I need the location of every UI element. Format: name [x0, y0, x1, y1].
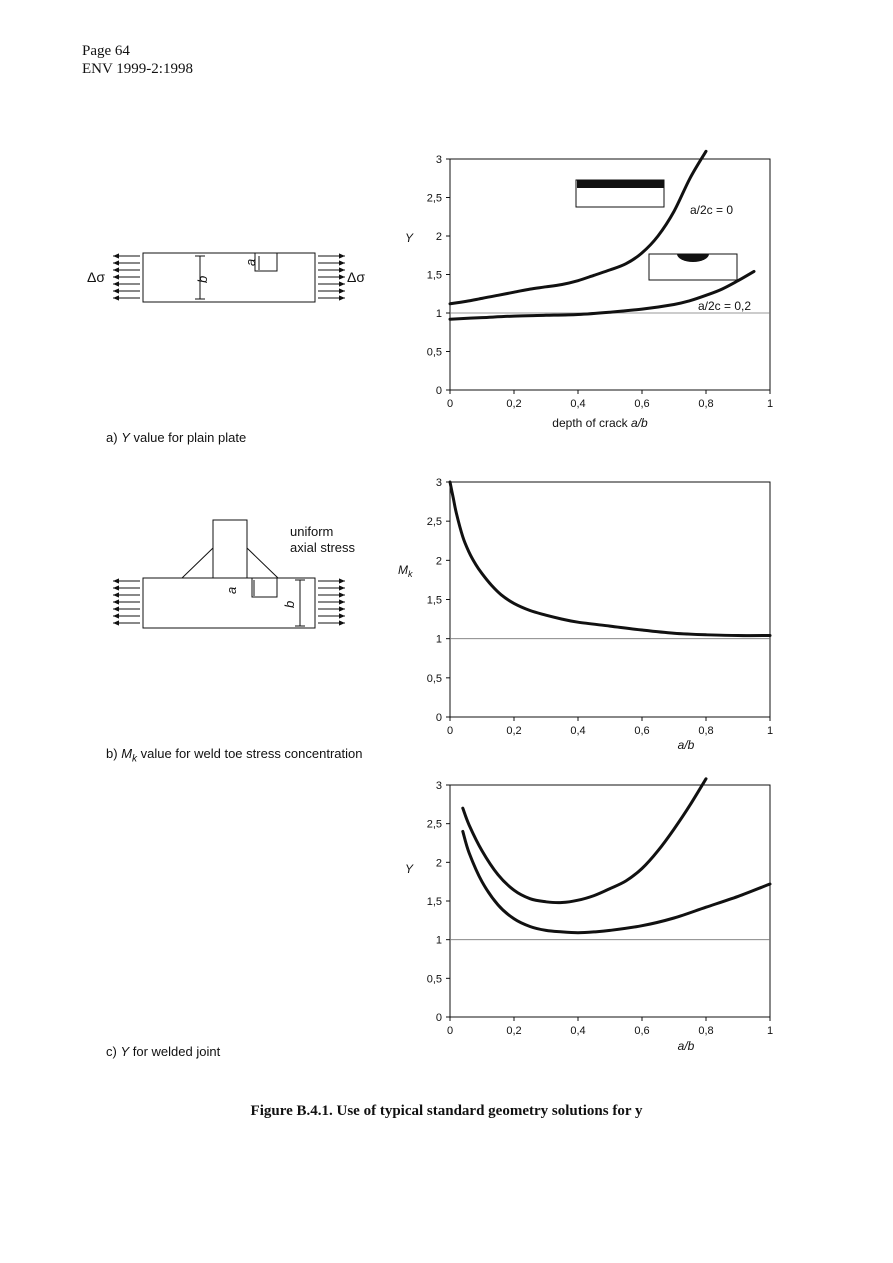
- chart-b-weld-toe: [398, 477, 773, 752]
- y-tick-label: 3: [435, 477, 442, 489]
- crack-label-a: a: [224, 586, 239, 594]
- x-tick-label: 1: [766, 725, 774, 737]
- y-axis-label: $M_k$: [398, 563, 413, 579]
- weld-right: [247, 548, 278, 578]
- x-tick-label: 0: [446, 725, 454, 737]
- y-tick-label: 3: [435, 780, 442, 792]
- y-tick-label: 1,5: [426, 896, 442, 908]
- standard-reference: ENV 1999-2:1998: [82, 61, 193, 77]
- x-axis-label: depth of crack a/b: [552, 416, 648, 430]
- series-label-1: a/2c = 0,2: [698, 299, 752, 313]
- y-tick-label: 0,5: [426, 973, 442, 986]
- plot-frame: [450, 482, 770, 717]
- weld-left: [182, 548, 213, 578]
- delta-sigma-right: Δσ: [347, 269, 365, 285]
- left-stress-arrows: [113, 256, 140, 298]
- y-tick-label: 0: [435, 712, 442, 724]
- y-tick-label: 1: [435, 934, 442, 947]
- y-tick-label: 1,5: [426, 594, 442, 607]
- chart-a-plain-plate: [405, 151, 773, 430]
- caption-b: b) $M_k$ value for weld toe stress concentration: [106, 746, 363, 765]
- sketch-plain-plate: [87, 253, 365, 302]
- x-tick-label: 0,2: [506, 1025, 522, 1037]
- x-tick-label: 0,6: [634, 725, 650, 737]
- x-tick-label: 0,2: [506, 398, 522, 410]
- series-line-0: [450, 151, 706, 303]
- x-tick-label: 1: [766, 398, 774, 410]
- series-label-0: a/2c = 0: [690, 203, 734, 217]
- label-uniform: uniform: [290, 524, 334, 539]
- y-tick-label: 0,5: [426, 346, 442, 359]
- y-axis-label: Y: [405, 862, 414, 876]
- x-tick-label: 0,4: [570, 398, 586, 410]
- label-axial-stress: axial stress: [290, 540, 356, 555]
- inset-through-crack: [576, 180, 664, 207]
- series-line-0: [450, 482, 770, 636]
- y-axis-label: Y: [405, 231, 414, 245]
- x-tick-label: 0,4: [570, 725, 586, 737]
- y-tick-label: 2: [435, 857, 442, 870]
- y-tick-label: 2: [435, 555, 442, 568]
- through-crack-fill: [577, 180, 664, 188]
- x-axis-label: a/b: [677, 738, 695, 752]
- left-stress-arrows: [113, 581, 140, 623]
- x-tick-label: 0,6: [634, 1025, 650, 1037]
- inset-semi-elliptical-crack: [649, 254, 737, 280]
- caption-c: c) Y for welded joint: [106, 1044, 221, 1059]
- y-tick-label: 2,5: [426, 192, 442, 205]
- right-stress-arrows: [318, 256, 345, 298]
- x-axis-label: a/b: [677, 1039, 695, 1053]
- plate-outline: [143, 253, 315, 302]
- delta-sigma-left: Δσ: [87, 269, 105, 285]
- page-number: Page 64: [82, 43, 130, 59]
- x-tick-label: 0,8: [698, 1025, 714, 1037]
- y-axis-label-subscript: k: [408, 569, 413, 579]
- x-tick-label: 1: [766, 1025, 774, 1037]
- y-tick-label: 0: [435, 385, 442, 397]
- chart-c-welded-joint: [405, 779, 773, 1053]
- right-stress-arrows: [318, 581, 345, 623]
- series-line-0: [463, 779, 706, 903]
- y-tick-label: 1,5: [426, 269, 442, 282]
- y-tick-label: 1: [435, 633, 442, 646]
- x-tick-label: 0,8: [698, 725, 714, 737]
- crack-outline: [252, 578, 277, 597]
- y-tick-label: 0: [435, 1012, 442, 1024]
- crack-outline: [255, 253, 277, 271]
- y-tick-label: 2: [435, 231, 442, 243]
- x-tick-label: 0: [446, 1025, 454, 1037]
- y-tick-label: 0,5: [426, 672, 442, 685]
- y-tick-label: 3: [435, 154, 442, 166]
- plot-frame: [450, 159, 770, 390]
- sketch-weld-toe: [113, 520, 356, 628]
- x-tick-label: 0,4: [570, 1025, 586, 1037]
- y-tick-label: 2,5: [426, 516, 442, 529]
- thickness-label-b: b: [282, 600, 297, 608]
- semi-elliptical-crack-fill: [677, 254, 709, 262]
- x-tick-label: 0,8: [698, 398, 714, 410]
- x-tick-label: 0,2: [506, 725, 522, 737]
- x-tick-label: 0,6: [634, 398, 650, 410]
- caption-a: a) Y value for plain plate: [106, 430, 247, 445]
- figure-caption: Figure B.4.1. Use of typical standard geometry solutions for y: [250, 1103, 643, 1119]
- crack-label-a: a: [243, 258, 258, 266]
- y-tick-label: 2,5: [426, 818, 442, 831]
- thickness-label-b: b: [195, 275, 210, 283]
- series-line-1: [463, 831, 770, 932]
- attachment-outline: [213, 520, 247, 578]
- x-tick-label: 0: [446, 398, 454, 410]
- y-tick-label: 1: [435, 308, 442, 320]
